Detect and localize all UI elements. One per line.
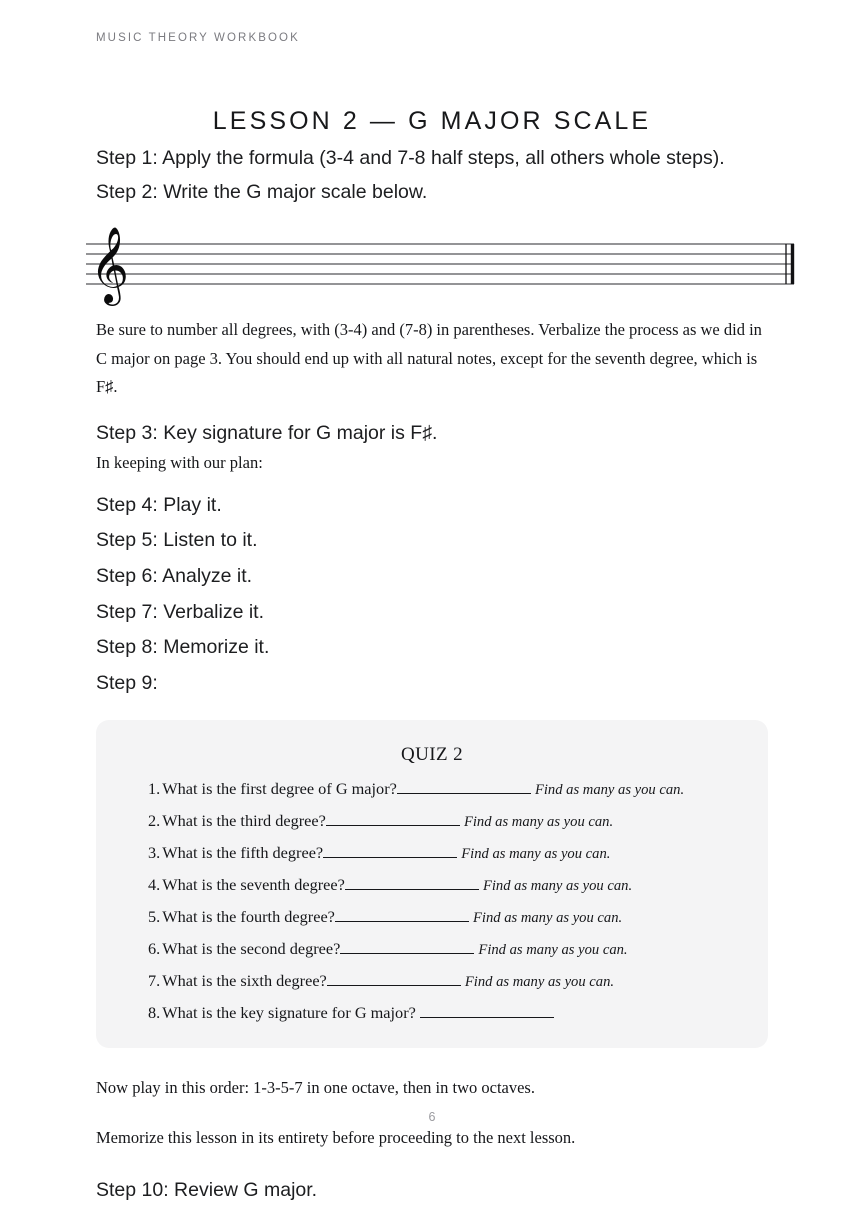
quiz-item: [126, 778, 738, 798]
spacer: [96, 402, 768, 420]
quiz-item: [126, 938, 738, 958]
closing-notes: [96, 1074, 768, 1204]
quiz-item-hint: Find as many as you can.: [482, 877, 633, 894]
step-4: Step 4: Play it.: [96, 493, 222, 516]
quiz-box: [96, 720, 768, 1048]
quiz-item-question: What is the key signature for G major?: [162, 1002, 420, 1022]
quiz-item-question: What is the fifth degree?: [162, 842, 324, 862]
step-5: Step 5: Listen to it.: [96, 529, 258, 552]
in-keeping-note: In keeping with our plan:: [96, 453, 263, 473]
quiz-answer-blank[interactable]: [323, 842, 457, 858]
step-2: Step 2: Write the G major scale below.: [96, 180, 428, 203]
quiz-answer-blank[interactable]: [327, 970, 461, 986]
quiz-item-question: What is the third degree?: [162, 810, 326, 830]
step-6: Step 6: Analyze it.: [96, 564, 253, 587]
step-10: Step 10: Review G major.: [96, 1178, 318, 1201]
quiz-answer-blank[interactable]: [397, 778, 531, 794]
now-play-note: Now play in this order: 1-3-5-7 in one octave, then in two octaves.: [96, 1077, 535, 1097]
quiz-item-question: What is the sixth degree?: [162, 970, 327, 990]
quiz-item-number: 3.: [148, 842, 161, 862]
quiz-item-question: What is the second degree?: [162, 938, 341, 958]
quiz-item: [126, 842, 738, 862]
quiz-answer-blank[interactable]: [326, 810, 460, 826]
quiz-item-hint: Find as many as you can.: [463, 813, 614, 830]
quiz-item-hint: Find as many as you can.: [478, 941, 628, 958]
step-3: Step 3: Key signature for G major is F♯.: [96, 421, 438, 444]
quiz-item-number: 8.: [148, 1002, 161, 1022]
quiz-item-number: 1.: [148, 778, 161, 798]
step-9: Step 9:: [96, 672, 158, 694]
quiz-item-number: 2.: [148, 810, 161, 830]
memorize-note: Memorize this lesson in its entirety before proceeding to the next lesson.: [96, 1128, 576, 1148]
music-staff: [72, 222, 796, 304]
quiz-answer-blank[interactable]: [420, 1002, 554, 1018]
quiz-question-list: [126, 778, 738, 1022]
quiz-item-hint: Find as many as you can.: [534, 781, 685, 798]
page-content: [90, 145, 768, 1226]
step-1: Step 1: Apply the formula (3-4 and 7-8 half steps, all others whole steps).: [96, 147, 725, 169]
page-number: 6: [428, 1110, 436, 1124]
step-7: Step 7: Verbalize it.: [96, 600, 265, 623]
staff-lines: [86, 244, 794, 284]
page-title: LESSON 2 — G MAJOR SCALE: [212, 106, 652, 135]
quiz-item: [126, 1002, 738, 1022]
treble-clef-icon: 𝄞: [90, 226, 130, 304]
quiz-item: [126, 906, 738, 926]
quiz-item-question: What is the first degree of G major?: [162, 778, 397, 798]
quiz-item-number: 6.: [148, 938, 161, 958]
quiz-title: QUIZ 2: [400, 743, 464, 765]
quiz-answer-blank[interactable]: [340, 938, 474, 954]
quiz-item-hint: Find as many as you can.: [464, 973, 615, 990]
quiz-item-number: 7.: [148, 970, 161, 990]
quiz-item: [126, 874, 738, 894]
quiz-item: [126, 970, 738, 990]
quiz-item-number: 4.: [148, 874, 161, 894]
quiz-item-hint: Find as many as you can.: [461, 845, 611, 862]
quiz-item-number: 5.: [148, 906, 161, 926]
quiz-item-question: What is the fourth degree?: [162, 906, 335, 926]
quiz-item: [126, 810, 738, 830]
staff-instructions: Be sure to number all degrees, with (3-4) and (7-8) in parentheses. Verbalize the process as we did in C major on page 3. You should end up with all natural notes, except for the seventh degree, which is F♯.: [96, 320, 762, 397]
quiz-answer-blank[interactable]: [345, 874, 479, 890]
quiz-answer-blank[interactable]: [335, 906, 469, 922]
quiz-item-question: What is the seventh degree?: [162, 874, 345, 894]
step-8: Step 8: Memorize it.: [96, 636, 270, 659]
quiz-item-hint: Find as many as you can.: [472, 909, 623, 926]
staff-svg: [72, 222, 796, 304]
running-header: MUSIC THEORY WORKBOOK: [96, 32, 300, 44]
